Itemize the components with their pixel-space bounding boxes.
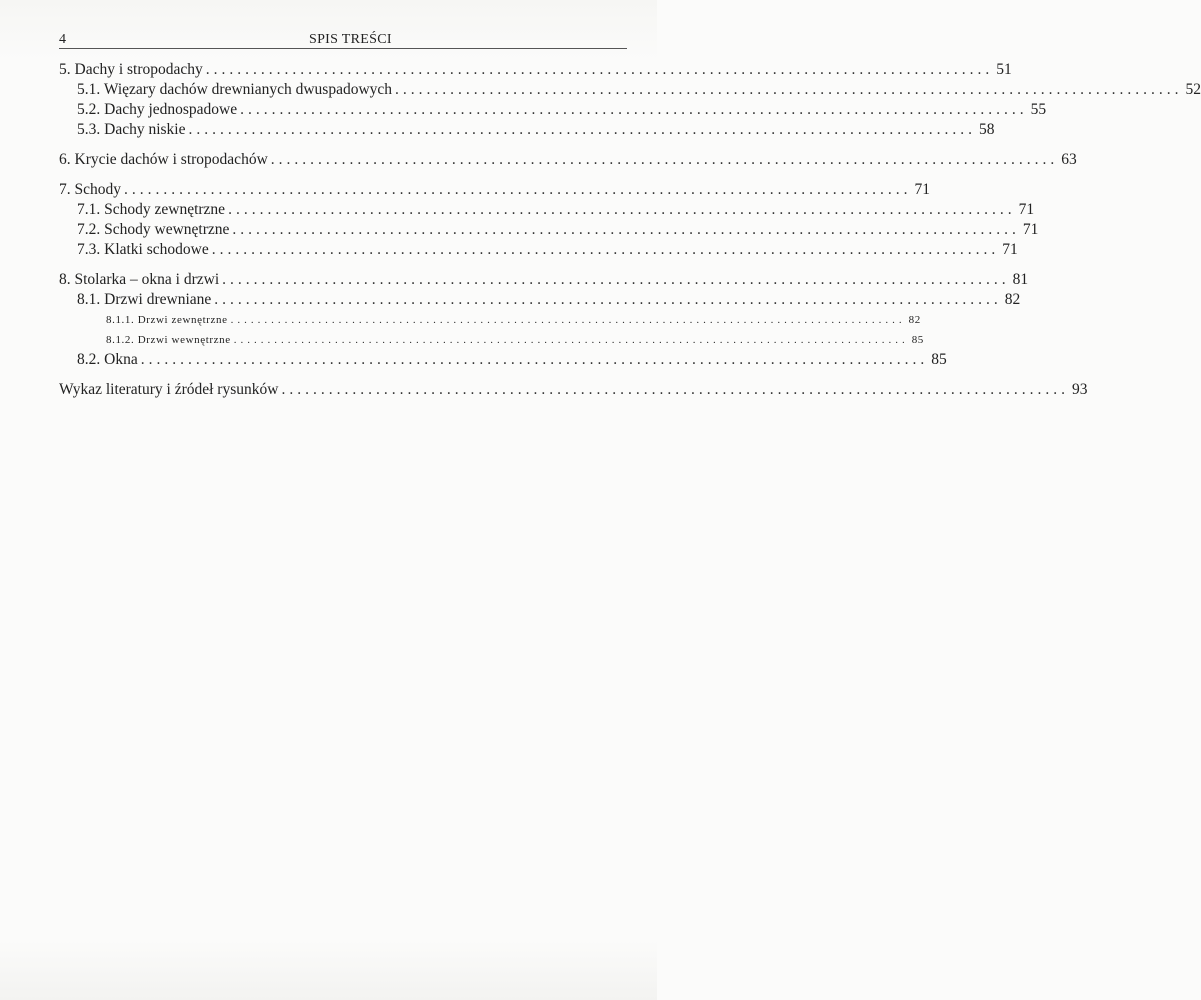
- toc-entry: [59, 150, 1077, 170]
- toc-entry-page: 93: [1071, 381, 1088, 398]
- leader-dots: ....................................................................................................: [124, 181, 912, 198]
- toc-entry: [59, 380, 1088, 400]
- leader-dots: ....................................................................................................: [214, 291, 1002, 308]
- toc-entry: [59, 350, 947, 370]
- toc-entry-page: 71: [1022, 221, 1039, 238]
- toc-entry: [59, 290, 1021, 310]
- toc-entry-page: 82: [1004, 291, 1021, 308]
- toc-entry-title: 7.1. Schody zewnętrzne: [77, 201, 226, 218]
- section-gap: [59, 260, 627, 270]
- toc-entry: [59, 60, 1012, 80]
- section-gap: [59, 370, 627, 380]
- toc-entry-page: 55: [1030, 101, 1047, 118]
- leader-dots: ....................................................................................................: [205, 61, 994, 78]
- toc-entry: [59, 310, 921, 330]
- toc-entry-title: 7.2. Schody wewnętrzne: [77, 221, 230, 238]
- toc-entry: [59, 100, 1047, 120]
- toc-entry-page: 81: [1012, 271, 1029, 288]
- toc-entry-title: 6. Krycie dachów i stropodachów: [59, 151, 268, 168]
- toc-entry-title: Wykaz literatury i źródeł rysunków: [59, 381, 279, 398]
- toc-entry-title: 7. Schody: [59, 181, 121, 198]
- toc-entry-title: 5.2. Dachy jednospadowe: [77, 101, 238, 118]
- toc-entry-page: 85: [931, 351, 947, 368]
- page-number: 4: [59, 32, 66, 47]
- toc-entry: [59, 240, 1018, 260]
- leader-dots: ....................................................................................................: [232, 221, 1020, 238]
- toc-entry-page: 52: [1185, 81, 1201, 98]
- toc-entry-title: 8.1. Drzwi drewniane: [77, 291, 212, 308]
- section-gap: [59, 170, 627, 180]
- toc-entry: [59, 80, 1201, 100]
- leader-dots: ....................................................................................................: [228, 201, 1016, 218]
- leader-dots: ....................................................................................................: [188, 121, 976, 138]
- toc-entry-page: 71: [1018, 201, 1035, 218]
- section-gap: [59, 140, 627, 150]
- leader-dots: ....................................................................................................: [140, 351, 929, 368]
- leader-dots: ....................................................................................................: [240, 101, 1028, 118]
- toc-entry: [59, 120, 995, 140]
- toc-entry-title: 8.2. Okna: [77, 351, 138, 368]
- toc-entry-page: 82: [908, 314, 921, 326]
- toc-entry-title: 5.3. Dachy niskie: [77, 121, 186, 138]
- toc-entry: [59, 200, 1035, 220]
- toc-entry-page: 63: [1061, 151, 1077, 168]
- leader-dots: ....................................................................................................: [395, 81, 1183, 98]
- leader-dots: ....................................................................................................: [270, 151, 1059, 168]
- toc-entry-page: 71: [914, 181, 930, 198]
- leader-dots: ....................................................................................................: [211, 241, 1000, 258]
- toc-entry: [59, 220, 1039, 240]
- toc-entry: [59, 180, 930, 200]
- page-header: [59, 30, 627, 49]
- toc-entry-page: 71: [1002, 241, 1018, 258]
- toc-entry-title: 5.1. Więzary dachów drewnianych dwuspadowych: [77, 81, 393, 98]
- toc-entry-title: 7.3. Klatki schodowe: [77, 241, 209, 258]
- leader-dots: ....................................................................................................: [233, 334, 909, 346]
- toc-entry-page: 58: [978, 121, 995, 138]
- toc-entry-title: 8.1.2. Drzwi wewnętrzne: [106, 334, 231, 346]
- running-head: SPIS TREŚCI: [309, 32, 392, 47]
- leader-dots: ....................................................................................................: [222, 271, 1010, 288]
- toc-entry-title: 8.1.1. Drzwi zewnętrzne: [106, 314, 228, 326]
- leader-dots: ....................................................................................................: [281, 381, 1069, 398]
- toc-entry-page: 85: [911, 334, 924, 346]
- toc-entry-title: 5. Dachy i stropodachy: [59, 61, 203, 78]
- table-of-contents: [59, 60, 1201, 400]
- toc-entry: [59, 270, 1029, 290]
- leader-dots: ....................................................................................................: [230, 314, 906, 326]
- toc-entry: [59, 330, 924, 350]
- toc-entry-title: 8. Stolarka – okna i drzwi: [59, 271, 220, 288]
- toc-entry-page: 51: [996, 61, 1012, 78]
